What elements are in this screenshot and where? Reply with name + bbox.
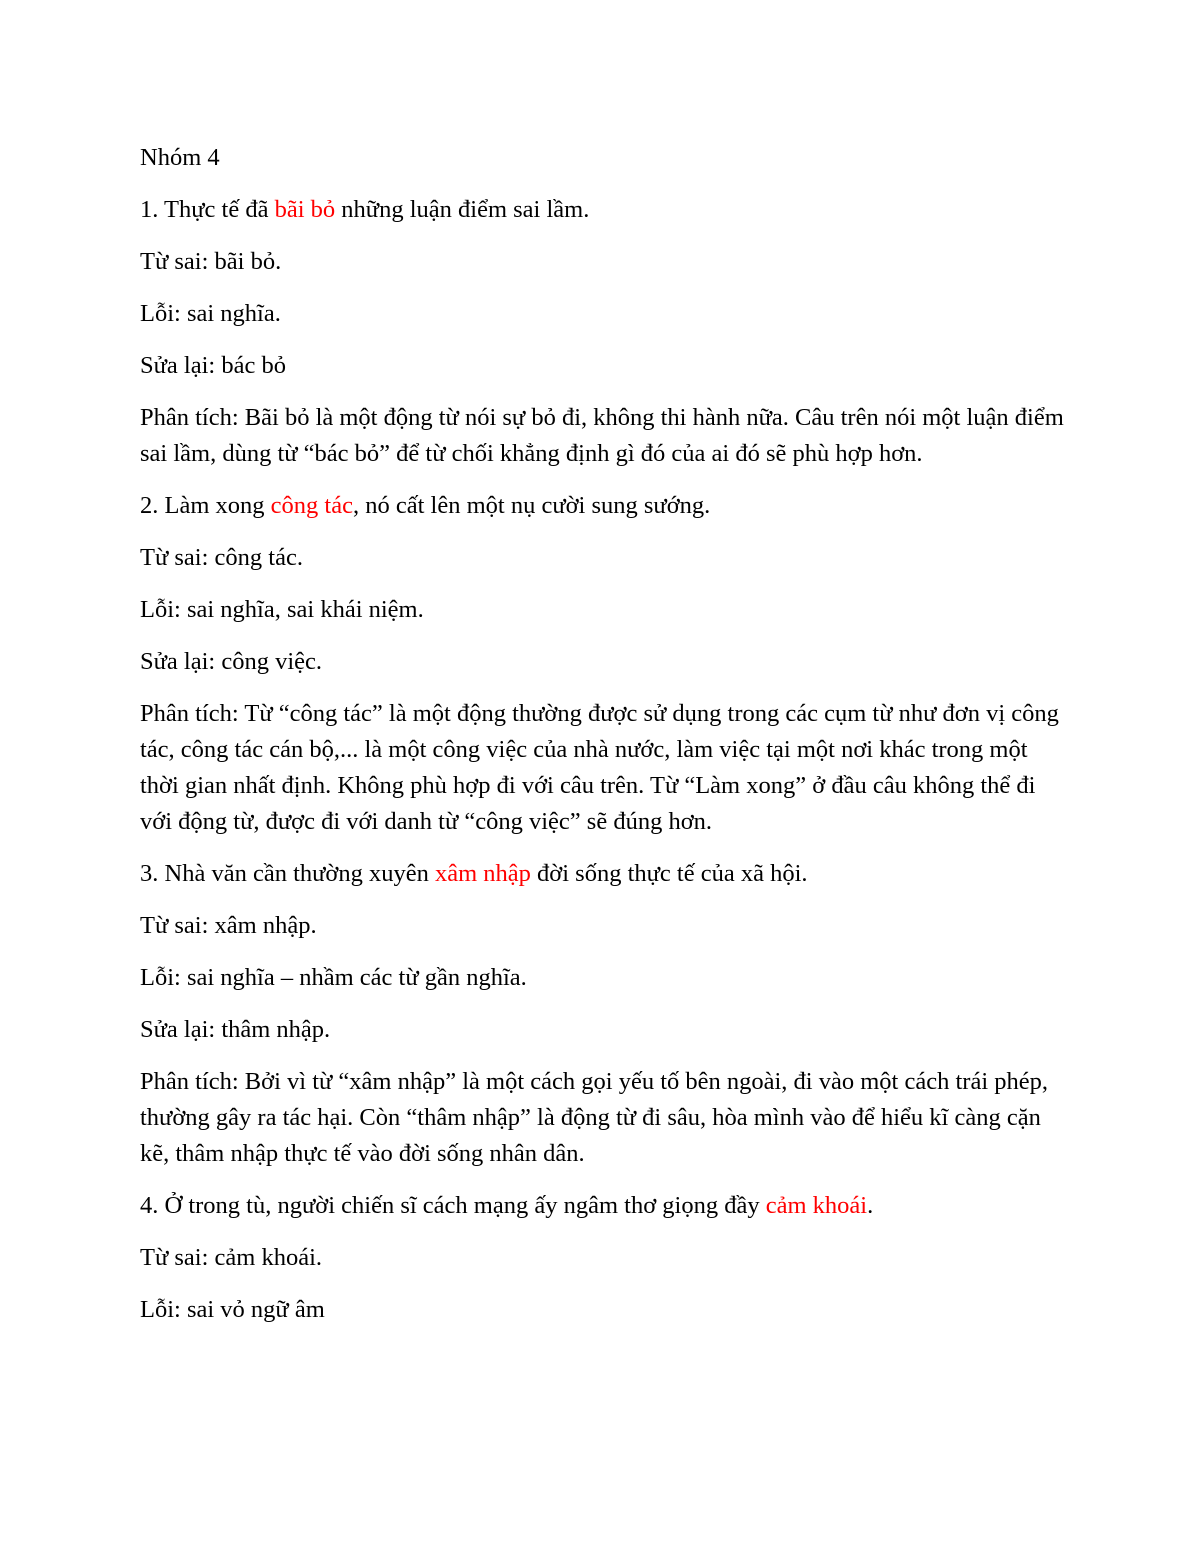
example-sentence-4 [140,1188,1070,1224]
sentence-text: những luận điểm sai lầm. [335,196,590,223]
sentence-text: đời sống thực tế của xã hội. [530,860,808,887]
fix-line-3: Sửa lại: thâm nhập. [140,1016,331,1043]
highlighted-wrong-word: xâm nhập [434,860,531,887]
sentence-text: . [867,1192,874,1219]
example-sentence-1 [140,192,1070,228]
sentence-text: 2. Làm xong [140,492,271,519]
error-line-2: Lỗi: sai nghĩa, sai khái niệm. [140,596,424,623]
wrong-word-line-4: Từ sai: cảm khoái. [140,1244,323,1271]
highlighted-wrong-word: bãi bỏ [274,196,336,223]
analysis-paragraph-1: Phân tích: Bãi bỏ là một động từ nói sự bỏ đi, không thi hành nữa. Câu trên nói một luận điểm sai lầm, dùng từ “bác bỏ” để từ chối khẳng định gì đó của ai đó sẽ phù hợp hơn. [140,404,1064,467]
fix-line-1: Sửa lại: bác bỏ [140,352,286,379]
wrong-word-line-2: Từ sai: công tác. [140,544,303,571]
error-line-4: Lỗi: sai vỏ ngữ âm [140,1296,325,1323]
analysis-paragraph-2: Phân tích: Từ “công tác” là một động thường được sử dụng trong các cụm từ như đơn vị công tác, công tác cán bộ,... là một công việc của nhà nước, làm việc tại một nơi khác trong một thời gian nhất định. Không phù hợp đi với câu trên. Từ “Làm xong” ở đầu câu không thể đi với động từ, được đi với danh từ “công việc” sẽ đúng hơn. [140,700,1059,835]
document-content [140,140,1070,1344]
group-title: Nhóm 4 [140,144,220,171]
highlighted-wrong-word: cảm khoái [765,1192,868,1219]
sentence-text: 1. Thực tế đã [140,196,275,223]
sentence-text: 3. Nhà văn cần thường xuyên [140,860,435,887]
error-line-3: Lỗi: sai nghĩa – nhầm các từ gần nghĩa. [140,964,527,991]
highlighted-wrong-word: công tác [270,492,353,519]
wrong-word-line-1: Từ sai: bãi bỏ. [140,248,282,275]
wrong-word-line-3: Từ sai: xâm nhập. [140,912,317,939]
example-sentence-3 [140,856,1070,892]
sentence-text: , nó cất lên một nụ cười sung sướng. [352,492,711,519]
example-sentence-2 [140,488,1070,524]
analysis-paragraph-3: Phân tích: Bởi vì từ “xâm nhập” là một cách gọi yếu tố bên ngoài, đi vào một cách trái phép, thường gây ra tác hại. Còn “thâm nhập” là động từ đi sâu, hòa mình vào để hiểu kĩ càng cặn kẽ, thâm nhập thực tế vào đời sống nhân dân. [140,1068,1048,1167]
fix-line-2: Sửa lại: công việc. [140,648,323,675]
error-line-1: Lỗi: sai nghĩa. [140,300,281,327]
sentence-text: 4. Ở trong tù, người chiến sĩ cách mạng ấy ngâm thơ giọng đầy [140,1192,766,1219]
